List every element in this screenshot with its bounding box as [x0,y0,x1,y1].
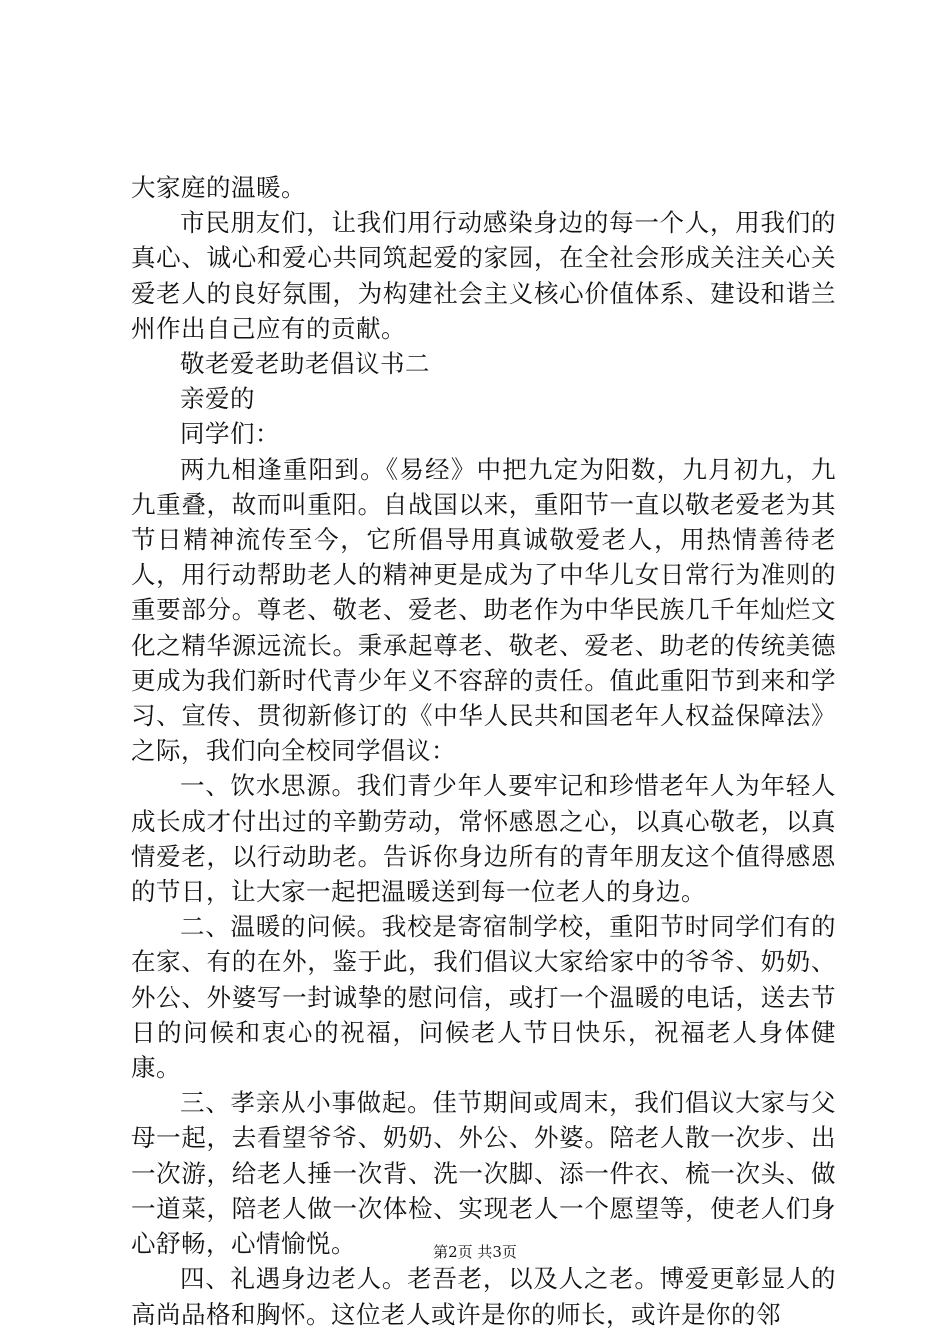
document-body [131,170,836,1332]
paragraph-point-3: 三、孝亲从小事做起。佳节期间或周末，我们倡议大家与父母一起，去看望爷爷、奶奶、外公、外婆。陪老人散一次步、出一次游，给老人捶一次背、洗一次脚、添一件衣、梳一次头、做一道菜，陪老人做一次体检、实现老人一个愿望等，使老人们身心舒畅，心情愉悦。 [131,1088,836,1259]
paragraph-point-4: 四、礼遇身边老人。老吾老，以及人之老。博爱更彰显人的高尚品格和胸怀。这位老人或许是你的师长，或许是你的邻 [131,1264,836,1329]
page-footer [0,1242,950,1262]
section-title: 敬老爱老助老倡议书二 [180,349,430,379]
salutation-line-1: 亲爱的 [180,384,255,414]
page-number-label: 第2页 共3页 [433,1243,517,1261]
paragraph-1: 大家庭的温暖。 [131,173,306,202]
paragraph-point-2: 二、温暖的问候。我校是寄宿制学校，重阳节时同学们有的在家、有的在外，鉴于此，我们倡议大家给家中的爷爷、奶奶、外公、外婆写一封诚挚的慰问信，或打一个温暖的电话，送去节日的问候和衷心的祝福，问候老人节日快乐，祝福老人身体健康。 [131,912,836,1083]
paragraph-2: 市民朋友们，让我们用行动感染身边的每一个人，用我们的真心、诚心和爱心共同筑起爱的家园，在全社会形成关注关心关爱老人的良好氛围，为构建社会主义核心价值体系、建设和谐兰州作出自己应有的贡献。 [131,208,836,343]
paragraph-point-1: 一、饮水思源。我们青少年人要牢记和珍惜老年人为年轻人成长成才付出过的辛勤劳动，常怀感恩之心，以真心敬老，以真情爱老，以行动助老。告诉你身边所有的青年朋友这个值得感恩的节日，让大家一起把温暖送到每一位老人的身边。 [131,771,836,907]
paragraph-intro: 两九相逢重阳到。《易经》中把九定为阳数，九月初九，九九重叠，故而叫重阳。自战国以来，重阳节一直以敬老爱老为其节日精神流传至今，它所倡导用真诚敬爱老人，用热情善待老人，用行动帮助老人的精神更是成为了中华儿女日常行为准则的重要部分。尊老、敬老、爱老、助老作为中华民族几千年灿烂文化之精华源远流长。秉承起尊老、敬老、爱老、助老的传统美德更成为我们新时代青少年义不容辞的责任。值此重阳节到来和学习、宣传、贯彻新修订的《中华人民共和国老年人权益保障法》之际，我们向全校同学倡议： [131,454,836,766]
salutation-line-2: 同学们： [180,419,280,449]
